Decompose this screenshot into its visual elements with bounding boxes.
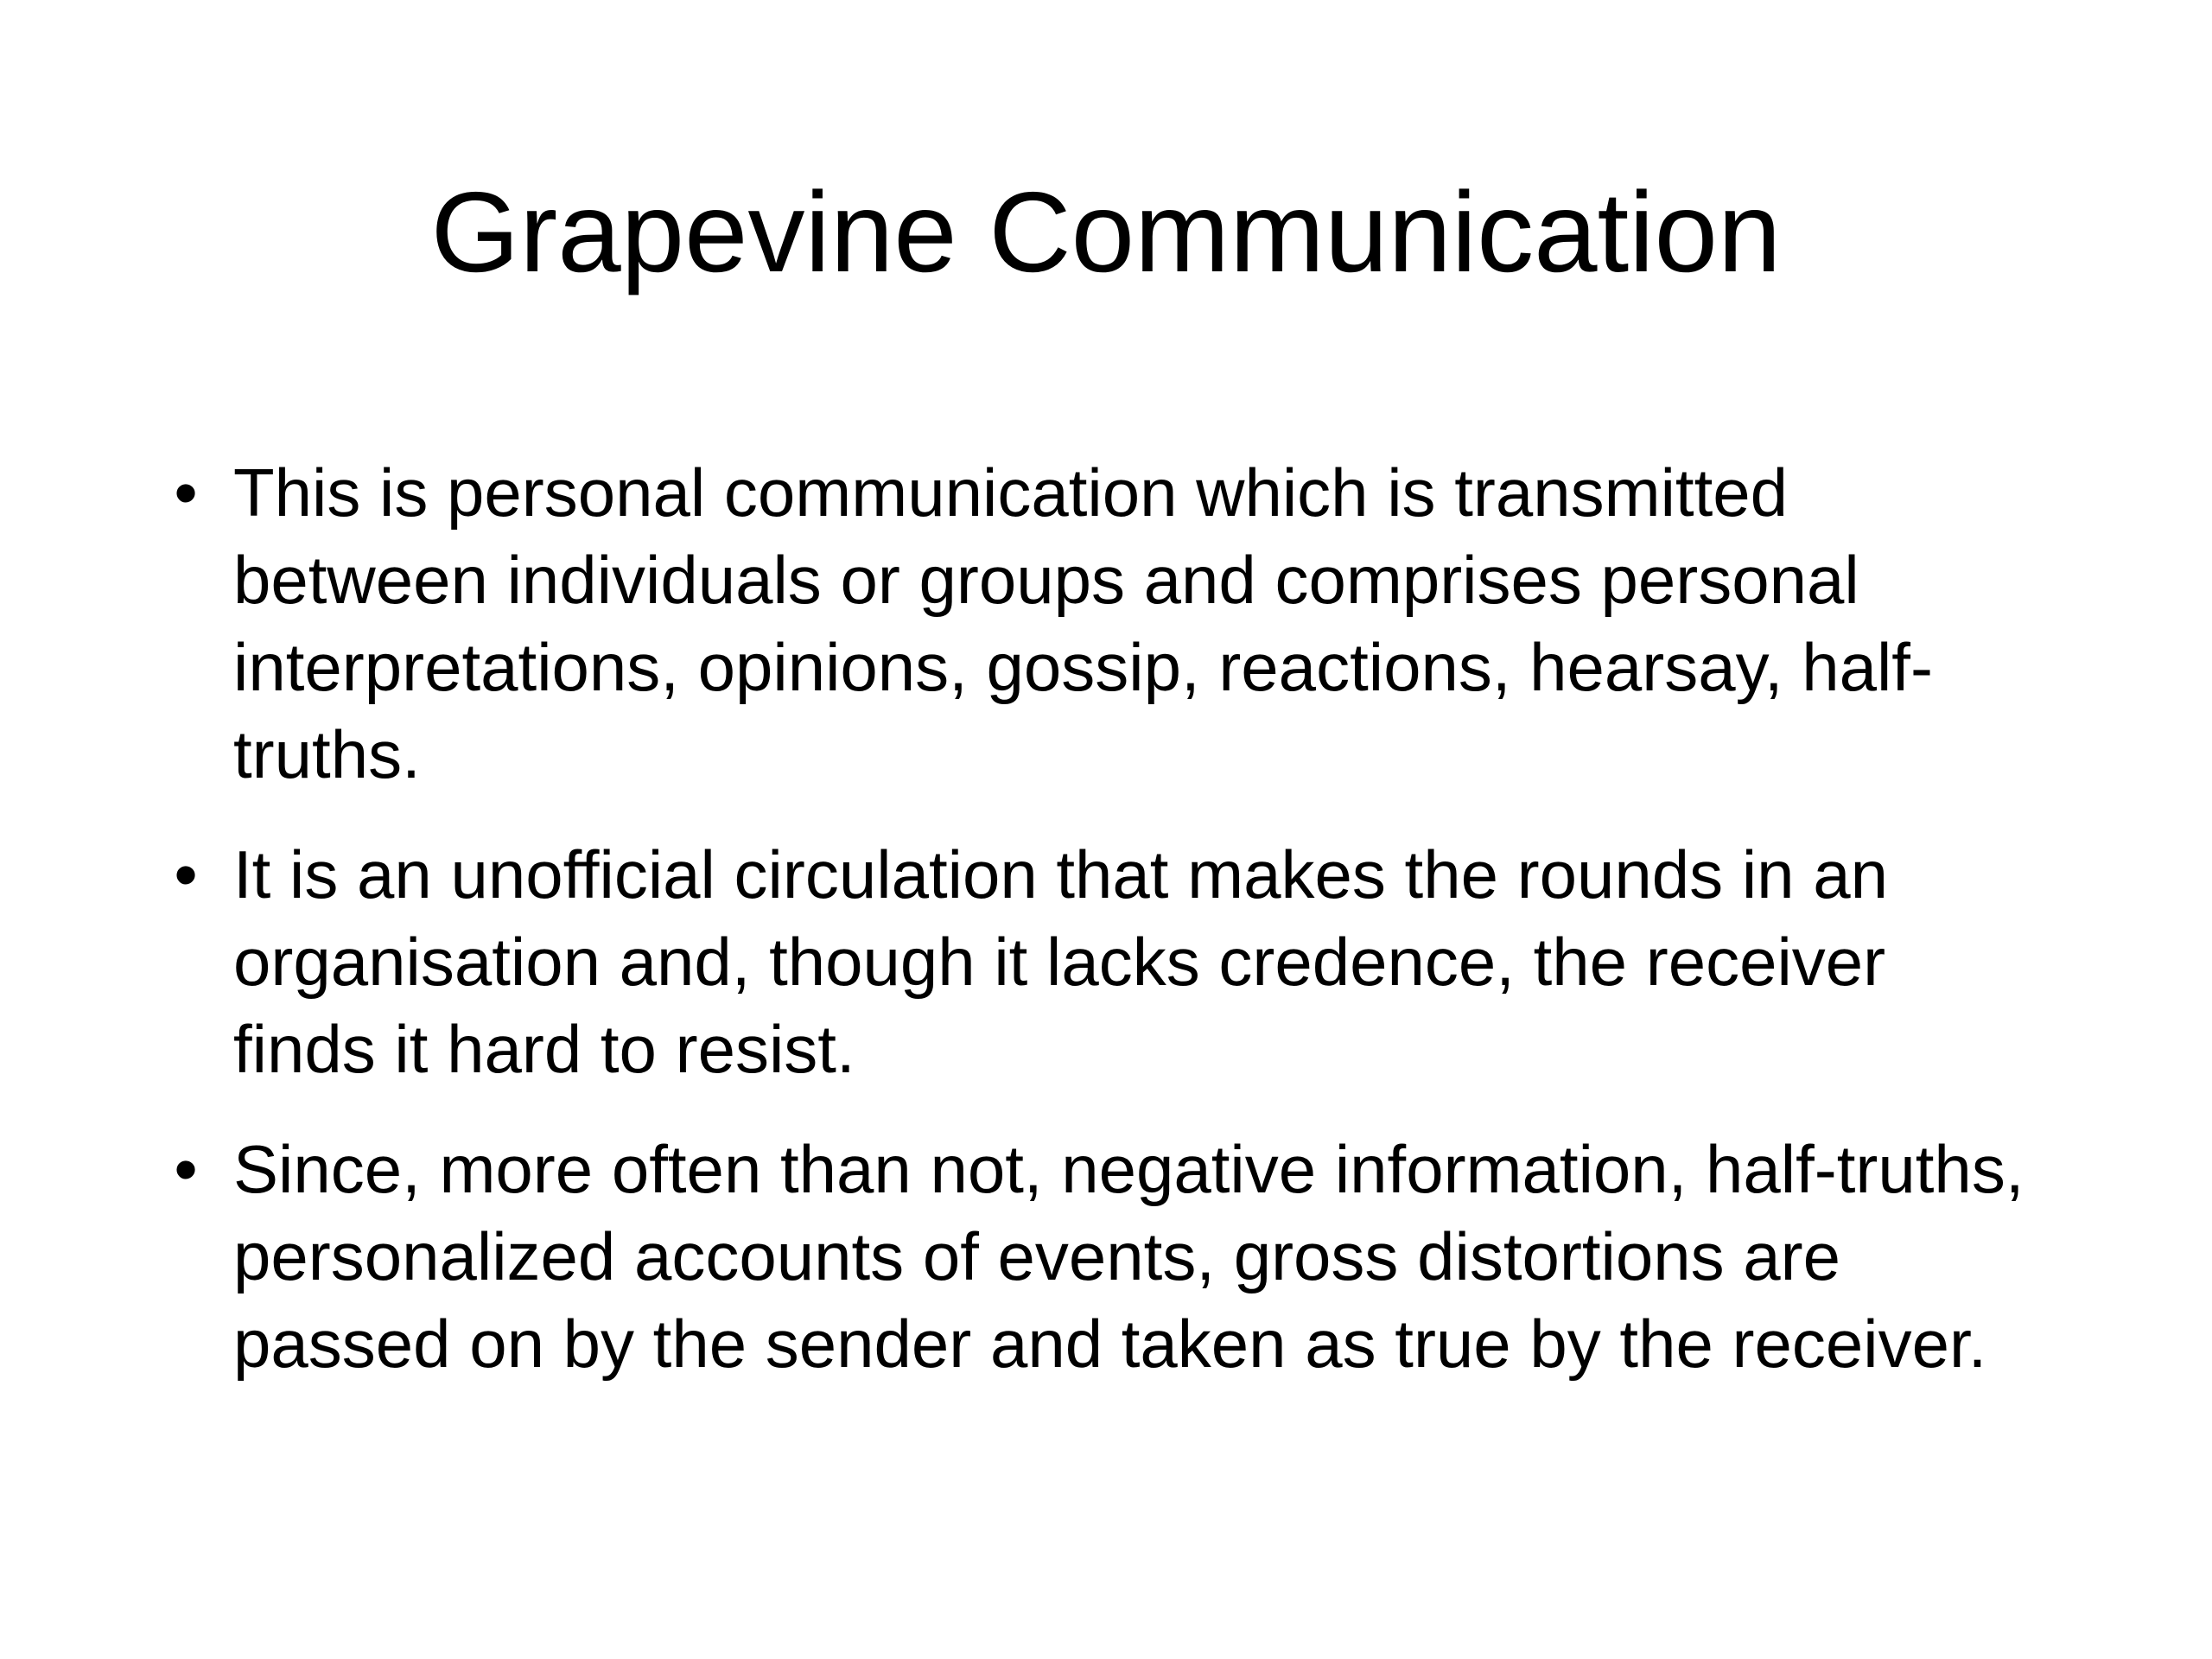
bullet-icon: • bbox=[174, 1131, 198, 1207]
bullet-item bbox=[168, 449, 2044, 798]
bullet-item bbox=[168, 1126, 2044, 1388]
bullet-text: Since, more often than not, negative information, half-truths, personalized accounts of events, gross distortions are passed on by the sender and taken as true by the receiver. bbox=[233, 1131, 2024, 1382]
bullet-item bbox=[168, 831, 2044, 1093]
bullet-text: It is an unofficial circulation that makes the rounds in an organisation and, though it lacks credence, the receiver finds it hard to resist. bbox=[233, 836, 1888, 1087]
bullet-icon: • bbox=[174, 836, 198, 912]
slide-title: Grapevine Communication bbox=[430, 168, 1782, 296]
bullet-list bbox=[168, 449, 2044, 1421]
bullet-text: This is personal communication which is transmitted between individuals or groups and comprises personal interpretations, opinions, gossip, reactions, hearsay, half-truths. bbox=[233, 454, 1933, 792]
bullet-icon: • bbox=[174, 454, 198, 531]
